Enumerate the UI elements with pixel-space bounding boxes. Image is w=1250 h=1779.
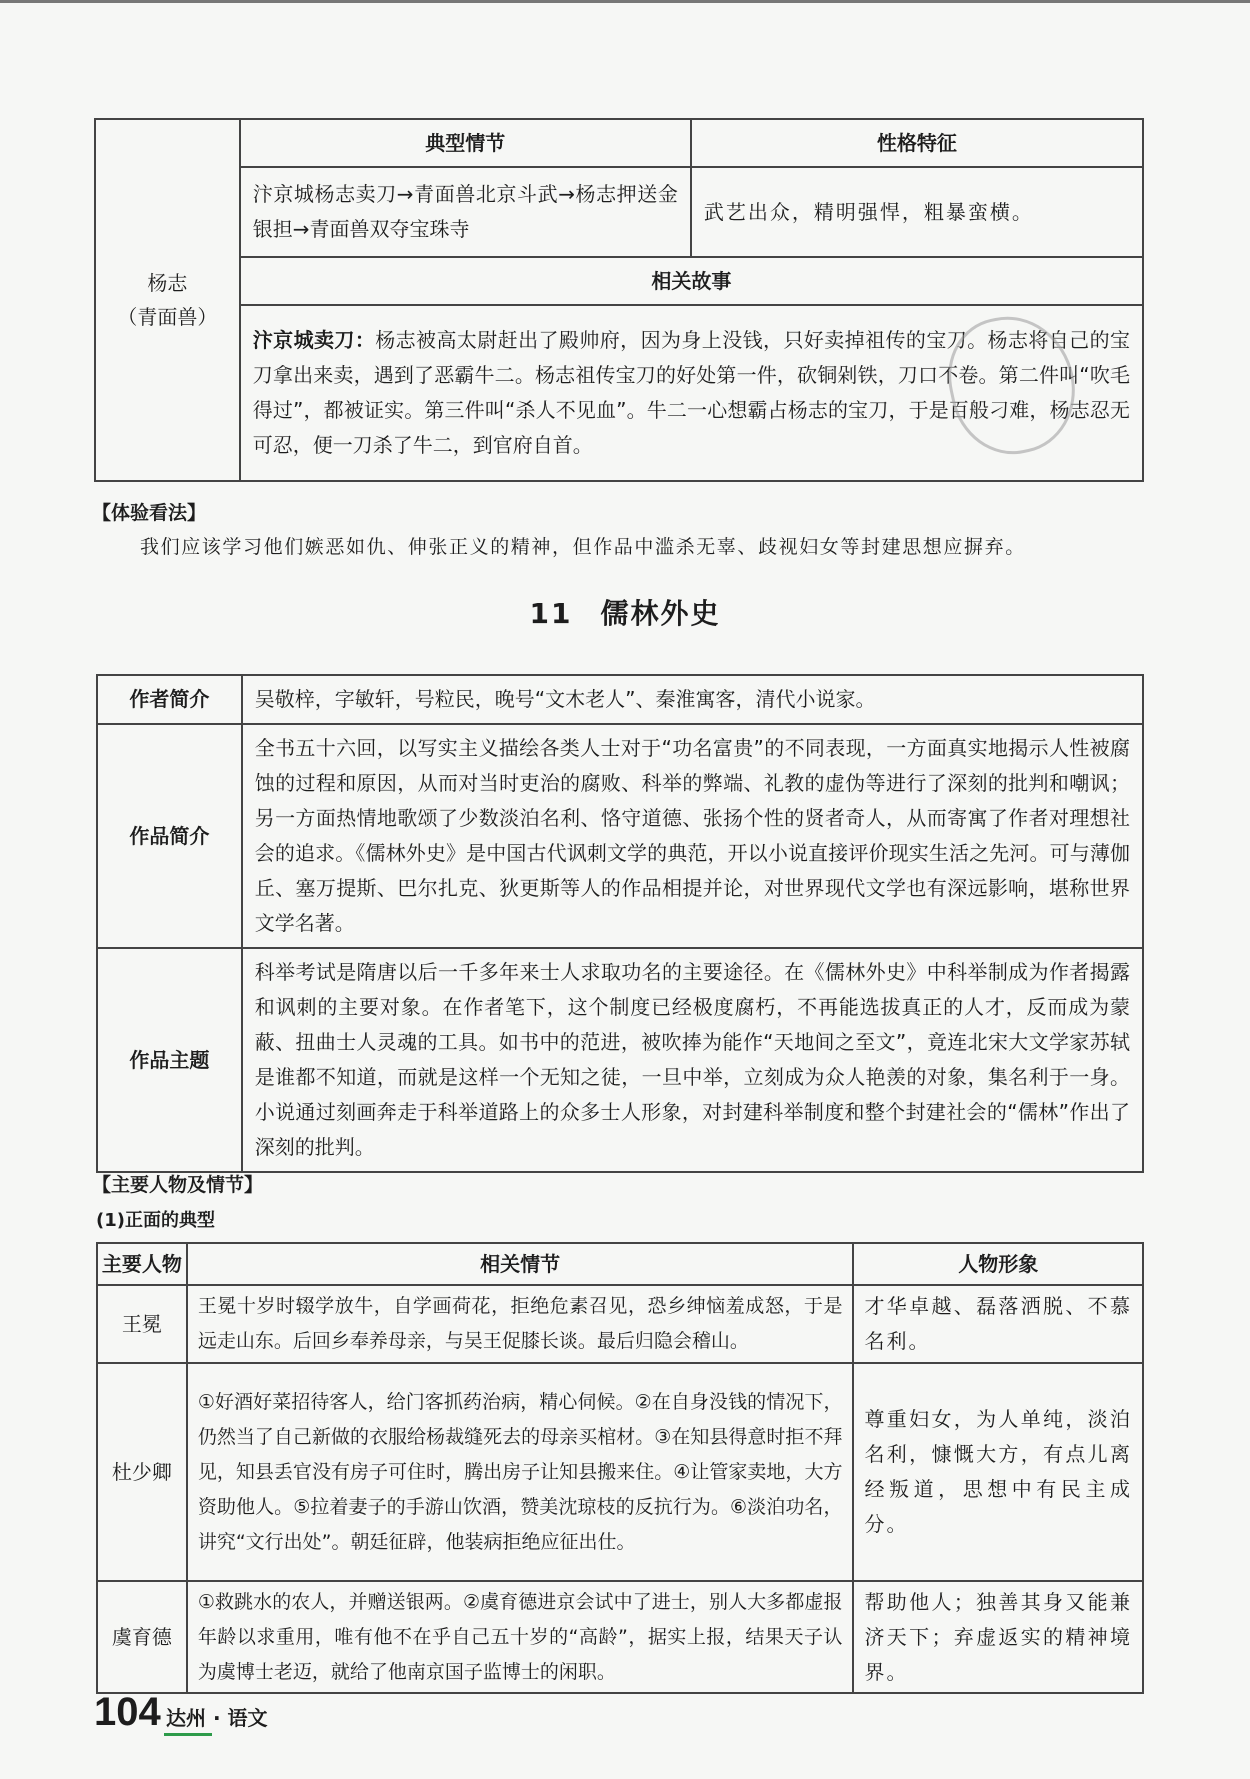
text-work-intro: 全书五十六回，以写实主义描绘各类人士对于“功名富贵”的不同表现，一方面真实地揭示人性被腐蚀的过程和原因，从而对当时吏治的腐败、科举的弊端、礼教的虚伪等进行了深刻的批判和嘲讽；另一方面热情地歌颂了少数淡泊名利、恪守道德、张扬个性的贤者奇人，从而寄寓了作者对理想社会的追求。《儒林外史》是中国古代讽刺文学的典范，开以小说直接评价现实生活之先河。可与薄伽丘、塞万提斯、巴尔扎克、狄更斯等人的作品相提并论，对世界现代文学也有深远影响，堪称世界文学名著。 [242, 724, 1143, 948]
footer-label: 达州 · 语文 [166, 1706, 268, 1730]
typical-plot-cell: 汴京城杨志卖刀→青面兽北京斗武→杨志押送金银担→青面兽双夺宝珠寺 [240, 167, 691, 257]
label-theme: 作品主题 [97, 948, 242, 1172]
chapter-heading [0, 592, 1250, 632]
header-main-character: 主要人物 [97, 1243, 187, 1285]
footer-accent-line [164, 1733, 212, 1736]
header-related-plot: 相关情节 [187, 1243, 854, 1285]
header-typical-plot: 典型情节 [240, 119, 691, 167]
character-name-dushaoqing: 杜少卿 [97, 1363, 187, 1581]
character-image-dushaoqing: 尊重妇女，为人单纯，淡泊名利，慷慨大方，有点儿离经叛道，思想中有民主成分。 [853, 1363, 1143, 1581]
character-plot-wangmian: 王冕十岁时辍学放牛，自学画荷花，拒绝危素召见，恐乡绅恼羞成怒，于是远走山东。后回乡奉养母亲，与吴王促膝长谈。最后归隐会稽山。 [187, 1285, 854, 1363]
text-author: 吴敬梓，字敏轩，号粒民，晚号“文木老人”、秦淮寓客，清代小说家。 [242, 675, 1143, 724]
character-image-yuyude: 帮助他人；独善其身又能兼济天下；弃虚返实的精神境界。 [853, 1581, 1143, 1693]
story-title: 汴京城卖刀： [252, 328, 376, 352]
characters-table [96, 1242, 1144, 1694]
row-label-yangzhi [95, 119, 240, 481]
character-image-wangmian: 才华卓越、磊落洒脱、不慕名利。 [853, 1285, 1143, 1363]
text-theme: 科举考试是隋唐以后一千多年来士人求取功名的主要途径。在《儒林外史》中科举制成为作者揭露和讽刺的主要对象。在作者笔下，这个制度已经极度腐朽，不再能选拔真正的人才，反而成为蒙蔽、扭曲士人灵魂的工具。如书中的范进，被吹捧为能作“天地间之至文”，竟连北宋大文学家苏轼是谁都不知道，而就是这样一个无知之徒，一旦中举，立刻成为众人艳羡的对象，集名利于一身。小说通过刻画奔走于科举道路上的众多士人形象，对封建科举制度和整个封建社会的“儒林”作出了深刻的批判。 [242, 948, 1143, 1172]
character-name: 杨志 [147, 271, 188, 295]
header-traits: 性格特征 [691, 119, 1143, 167]
characters-subtitle: (1)正面的典型 [96, 1210, 215, 1231]
header-character-image: 人物形象 [853, 1243, 1143, 1285]
characters-title: 【主要人物及情节】 [92, 1174, 264, 1196]
character-plot-yuyude: ①救跳水的农人，并赠送银两。②虞育德进京会试中了进士，别人大多都虚报年龄以求重用，唯有他不在乎自己五十岁的“高龄”，据实上报，结果天子认为虞博士老迈，就给了他南京国子监博士的闲职。 [187, 1581, 854, 1693]
traits-cell: 武艺出众，精明强悍，粗暴蛮横。 [691, 167, 1143, 257]
chapter-title: 儒林外史 [600, 597, 721, 630]
character-name-wangmian: 王冕 [97, 1285, 187, 1363]
label-author: 作者简介 [97, 675, 242, 724]
character-plot-dushaoqing: ①好酒好菜招待客人，给门客抓药治病，精心伺候。②在自身没钱的情况下，仍然当了自己新做的衣服给杨裁缝死去的母亲买棺材。③在知县得意时拒不拜见，知县丢官没有房子可住时，腾出房子让知县搬来住。④让管家卖地，大方资助他人。⑤拉着妻子的手游山饮酒，赞美沈琼枝的反抗行为。⑥淡泊功名，讲究“文行出处”。朝廷征辟，他装病拒绝应征出仕。 [187, 1363, 854, 1581]
experience-title: 【体验看法】 [92, 502, 207, 524]
top-border-line [0, 0, 1250, 3]
label-work-intro: 作品简介 [97, 724, 242, 948]
rulin-table [96, 674, 1144, 1173]
character-name-yuyude: 虞育德 [97, 1581, 187, 1693]
character-nickname: （青面兽） [117, 305, 218, 329]
story-text: 杨志被高太尉赶出了殿帅府，因为身上没钱，只好卖掉祖传的宝刀。杨志将自己的宝刀拿出来卖，遇到了恶霸牛二。杨志祖传宝刀的好处第一件，砍铜剁铁，刀口不卷。第二件叫“吹毛得过”，都被证实。第三件叫“杀人不见血”。牛二一心想霸占杨志的宝刀，于是百般刁难，杨志忍无可忍，便一刀杀了牛二，到官府自首。 [252, 328, 1131, 457]
page-number: 104 [94, 1690, 161, 1734]
chapter-number: 11 [529, 597, 573, 630]
experience-text: 我们应该学习他们嫉恶如仇、伸张正义的精神，但作品中滥杀无辜、歧视妇女等封建思想应摒弃。 [140, 536, 1026, 558]
header-related-story: 相关故事 [240, 257, 1143, 305]
